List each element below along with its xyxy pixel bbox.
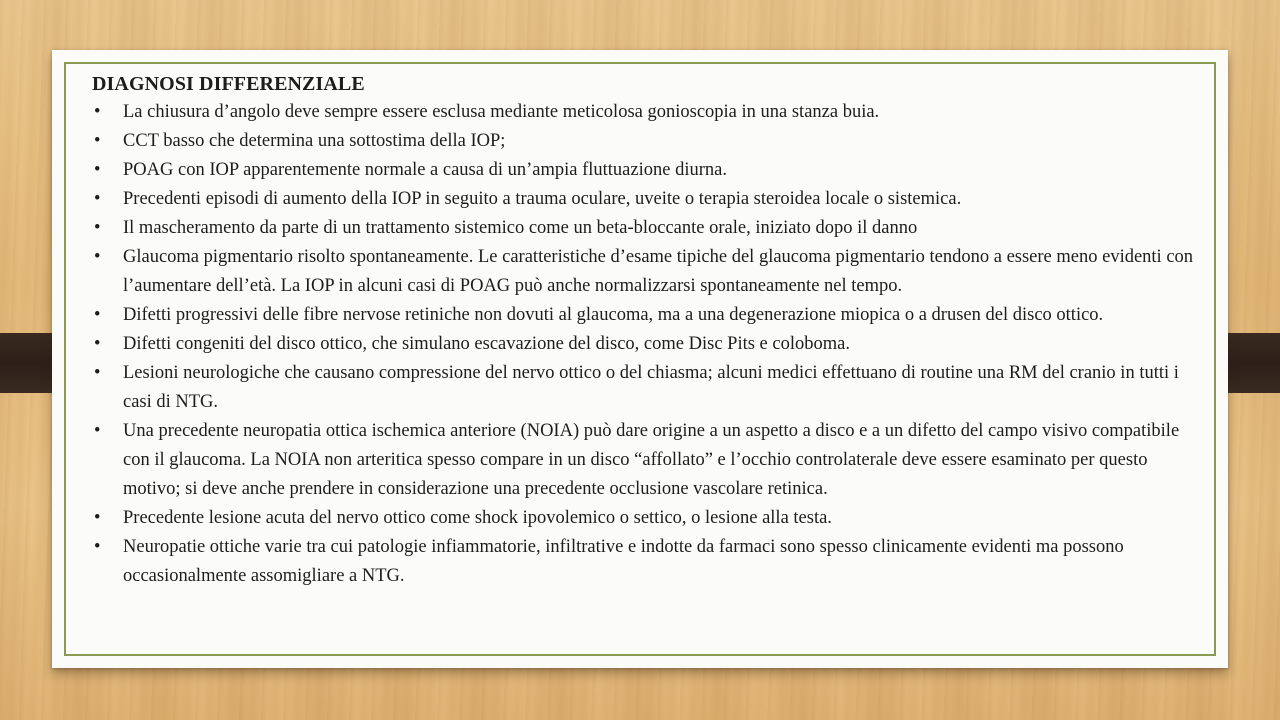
slide-paper: [52, 50, 1228, 668]
list-item-text: Difetti progressivi delle fibre nervose retiniche non dovuti al glaucoma, ma a una degenerazione miopica o a drusen del disco ottico.: [123, 305, 1104, 325]
list-item: [92, 185, 1198, 214]
list-item: [92, 127, 1198, 156]
list-item: [92, 504, 1198, 533]
list-item-text: Precedente lesione acuta del nervo ottico come shock ipovolemico o settico, o lesione alla testa.: [123, 508, 832, 528]
list-item-text: Neuropatie ottiche varie tra cui patologie infiammatorie, infiltrative e indotte da farmaci sono spesso clinicamente evidenti ma possono occasionalmente assomigliare a NTG.: [123, 537, 1124, 586]
list-item-text: POAG con IOP apparentemente normale a causa di un’ampia fluttuazione diurna.: [123, 160, 727, 180]
list-item-text: La chiusura d’angolo deve sempre essere esclusa mediante meticolosa gonioscopia in una stanza buia.: [123, 102, 880, 122]
bullet-dot: •: [94, 189, 101, 209]
slide-title: DIAGNOSI DIFFERENZIALE: [92, 73, 365, 95]
bullet-dot: •: [94, 131, 101, 151]
bullet-dot: •: [94, 508, 101, 528]
list-item-text: CCT basso che determina una sottostima della IOP;: [123, 131, 506, 151]
list-item: [92, 359, 1198, 417]
list-item-text: Difetti congeniti del disco ottico, che simulano escavazione del disco, come Disc Pits e coloboma.: [123, 334, 850, 354]
bullet-list: [92, 98, 1198, 591]
list-item: [92, 214, 1198, 243]
bullet-dot: •: [94, 537, 101, 557]
list-item-text: Una precedente neuropatia ottica ischemica anteriore (NOIA) può dare origine a un aspetto a disco e a un difetto del campo visivo compatibile con il glaucoma. La NOIA non arteritica spesso compare in un disco “affollato” e l’occhio controlaterale deve essere esaminato per questo motivo; si deve anche prendere in considerazione una precedente occlusione vascolare retinica.: [123, 421, 1180, 499]
list-item: [92, 330, 1198, 359]
bullet-dot: •: [94, 334, 101, 354]
list-item-text: Precedenti episodi di aumento della IOP in seguito a trauma oculare, uveite o terapia steroidea locale o sistemica.: [123, 189, 962, 209]
bullet-dot: •: [94, 363, 101, 383]
bullet-dot: •: [94, 247, 101, 267]
list-item-text: Glaucoma pigmentario risolto spontaneamente. Le caratteristiche d’esame tipiche del glaucoma pigmentario tendono a essere meno evidenti con l’aumentare dell’età. La IOP in alcuni casi di POAG può anche normalizzarsi spontaneamente nel tempo.: [123, 247, 1194, 296]
list-item: [92, 533, 1198, 591]
slide-content: [92, 70, 1198, 591]
list-item-text: Lesioni neurologiche che causano compressione del nervo ottico o del chiasma; alcuni medici effettuano di routine una RM del cranio in tutti i casi di NTG.: [123, 363, 1179, 412]
list-item: [92, 243, 1198, 301]
bullet-dot: •: [94, 102, 101, 122]
bullet-dot: •: [94, 305, 101, 325]
list-item: [92, 98, 1198, 127]
list-item: [92, 417, 1198, 504]
bullet-dot: •: [94, 160, 101, 180]
list-item: [92, 301, 1198, 330]
list-item: [92, 156, 1198, 185]
bullet-dot: •: [94, 218, 101, 238]
list-item-text: Il mascheramento da parte di un trattamento sistemico come un beta-bloccante orale, iniziato dopo il danno: [123, 218, 918, 238]
bullet-dot: •: [94, 421, 101, 441]
